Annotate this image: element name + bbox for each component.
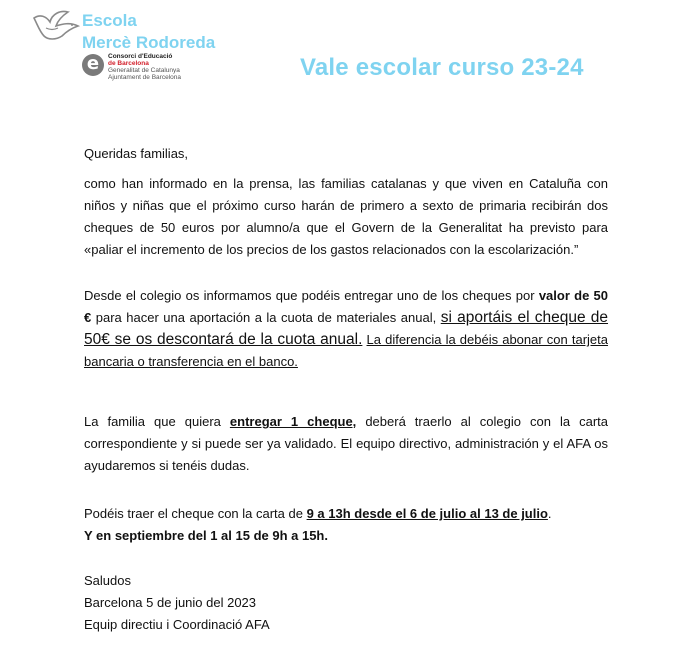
para3-text-c: deberá traerlo al colegio con la carta correspondiente y si puede ser ya validado. El equipo directivo, administración y el AFA os ayudaremos si tenéis dudas. [84, 414, 609, 473]
signature: Equip directiu i Coordinació AFA [84, 617, 270, 632]
closing: Saludos [84, 573, 131, 588]
para3-highlight: entregar 1 cheque, [229, 414, 357, 429]
para2-discount-highlight: si aportáis el cheque de 50€ se os descontará de la cuota anual. [84, 309, 609, 348]
paragraph-3 [84, 411, 608, 477]
para2-text-c: para hacer una aportación a la cuota de materiales anual, [91, 310, 441, 325]
paragraph-1: como han informado en la prensa, las familias catalanas y que viven en Cataluña con niños y niñas que el próximo curso harán de primero a sexto de primaria recibirán dos cheques de 50 euros por alumno/a que el Govern de la Generalitat ha previsto para «paliar el incremento de los precios de los gastos relacionados con la escolarización.” [84, 176, 608, 257]
document-title: Vale escolar curso 23-24 [300, 54, 584, 81]
closing-block [84, 570, 608, 636]
school-name-line1: Escola [82, 11, 137, 30]
para4-text-a: Podéis traer el cheque con la carta de [84, 506, 307, 521]
greeting: Queridas familias, [84, 146, 189, 161]
consorci-line4: Ajuntament de Barcelona [108, 74, 181, 81]
consorci-e-icon: e [82, 54, 104, 76]
para4-september: Y en septiembre del 1 al 15 de 9h a 15h. [84, 528, 328, 543]
para4-text-c: . [547, 506, 552, 521]
para2-payment-note: La diferencia la debéis abonar con tarjeta bancaria o transferencia en el banco. [84, 332, 609, 369]
consorci-line1: Consorci d'Educació [108, 53, 173, 60]
school-name-line2: Mercè Rodoreda [82, 33, 216, 52]
para4-dates: 9 a 13h desde el 6 de julio al 13 de julio [306, 506, 548, 521]
consorci-line2: de Barcelona [108, 60, 149, 67]
consorci-line3: Generalitat de Catalunya [108, 67, 180, 74]
para2-text-a: Desde el colegio os informamos que podéis entregar uno de los cheques por [84, 288, 539, 303]
dove-logo-icon [32, 8, 82, 46]
consorci-logo [82, 53, 181, 81]
para2-value: valor de 50 € [84, 288, 608, 325]
paragraph-2 [84, 285, 608, 373]
paragraph-4 [84, 503, 608, 547]
school-name [82, 10, 215, 54]
place-date: Barcelona 5 de junio del 2023 [84, 595, 257, 610]
para3-text-a: La familia que quiera [84, 414, 230, 429]
